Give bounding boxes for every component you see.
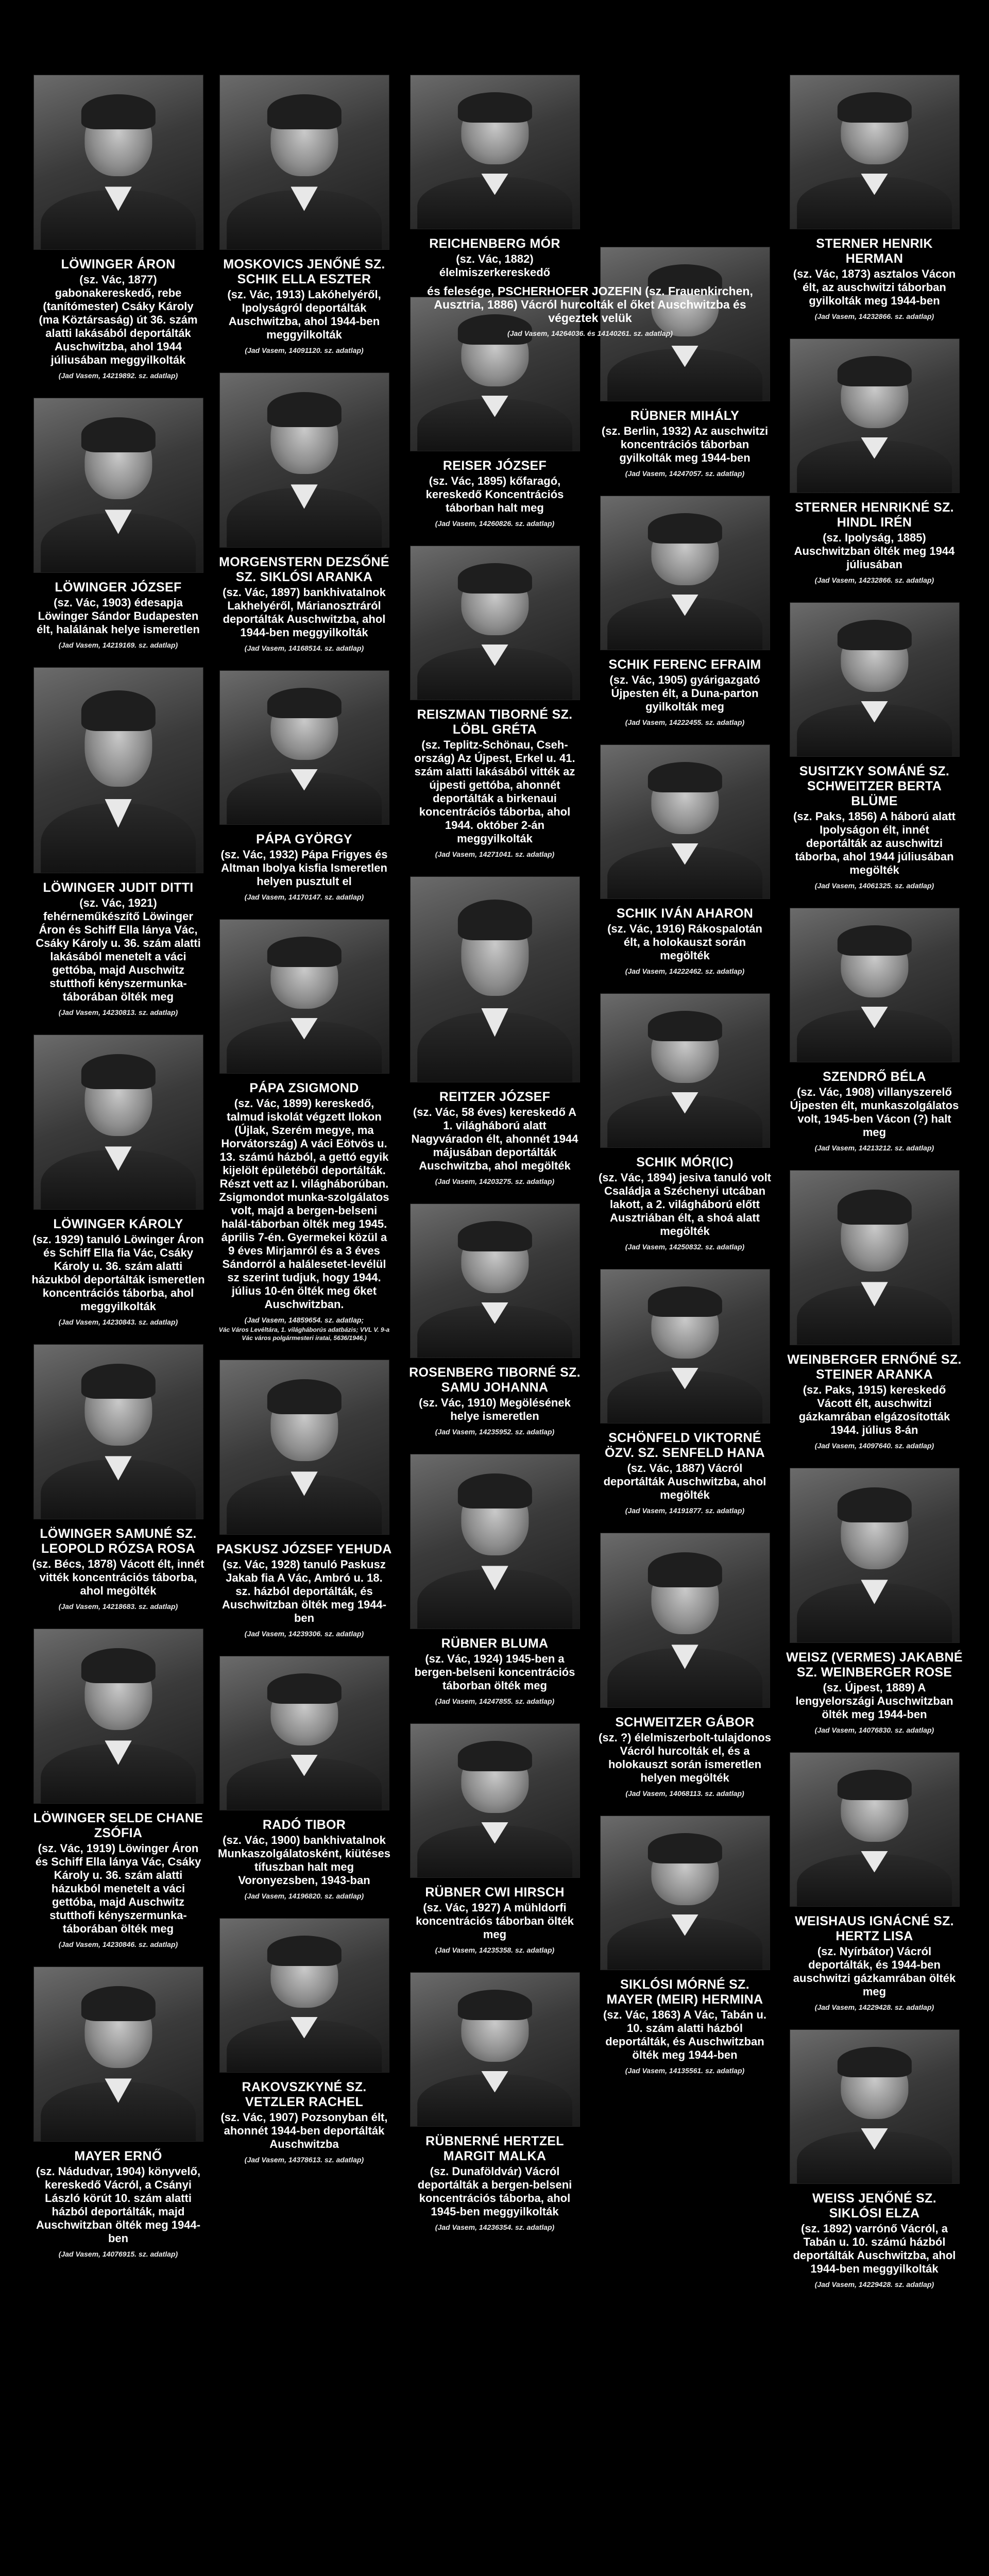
person-bio: (sz. Vác, 1908) villanyszerelő Újpesten élt, munkaszolgálatos volt, 1945-ben Vácon (?) halt meg	[790, 1086, 959, 1139]
source-note: (Jad Vasem, 14222462. sz. adatlap)	[625, 967, 745, 975]
source-note: (Jad Vasem, 14250832. sz. adatlap)	[625, 1243, 745, 1251]
portrait-photo	[600, 1816, 770, 1970]
source-note: (Jad Vasem, 14230813. sz. adatlap)	[58, 1008, 178, 1016]
person-name: SCHIK FERENC EFRAIM	[608, 657, 761, 672]
portrait-photo	[33, 398, 203, 573]
portrait-photo	[219, 1918, 389, 2073]
source-note: (Jad Vasem, 14247057. sz. adatlap)	[625, 469, 745, 478]
portrait-hair	[647, 762, 722, 793]
person-name: ROSENBERG TIBORNÉ SZ. SAMU JOHANNA	[409, 1365, 581, 1395]
person-name: LÖWINGER SELDE CHANE ZSÓFIA	[33, 1811, 203, 1840]
person-name: LÖWINGER SAMUNÉ SZ. LEOPOLD RÓZSA ROSA	[40, 1527, 197, 1556]
person-name: SZENDRŐ BÉLA	[823, 1070, 926, 1084]
person-bio: (sz. Nyírbátor) Vácról deportálták, és 1944-ben auschwitzi gázkamrában ölték meg	[793, 1945, 956, 1998]
source-note: (Jad Vasem, 14076830. sz. adatlap)	[814, 1726, 934, 1734]
portrait-hair	[81, 94, 155, 129]
person-name: WEISZ (VERMES) JAKABNÉ SZ. WEINBERGER ROSE	[786, 1650, 963, 1680]
portrait-hair	[837, 620, 911, 651]
portrait-photo	[219, 75, 389, 250]
person-name: PASKUSZ JÓZSEF YEHUDA	[216, 1542, 392, 1556]
person-name: WEISHAUS IGNÁCNÉ SZ. HERTZ LISA	[795, 1914, 954, 1943]
person-bio: (sz. Vác, 1921) fehérneműkészítő Löwinger Áron és Schiff Ella lánya Vác, Csáky Károly u. 36. szám alatti lakásából menetelt a váci gettóba, majd Auschwitz stutthofi kényszermunka-táborában ölték meg	[36, 896, 201, 1003]
source-note: (Jad Vasem, 14219892. sz. adatlap)	[58, 371, 178, 380]
person-bio: (sz. Vác, 1913) Lakóhelyéről, Ipolyságról deportálták Auschwitzba, ahol 1944-ben meggyilkolták	[227, 288, 381, 341]
person-name: PÁPA GYÖRGY	[256, 832, 352, 846]
portrait-hair	[267, 1379, 341, 1414]
person-name: SCHÖNFELD VIKTORNÉ ÖZV. SZ. SENFELD HANA	[605, 1431, 765, 1460]
memorial-card	[786, 908, 963, 1153]
portrait-hair	[457, 1741, 532, 1772]
person-name: RADÓ TIBOR	[262, 1818, 346, 1832]
person-name: STERNER HENRIK HERMAN	[816, 236, 933, 266]
person-bio: (sz. 1929) tanuló Löwinger Áron és Schiff Ella fia Vác, Csáky Károly u. 36. szám alatti házukból deportálták ismeretlen koncentrációs táborba, ahol meggyilkolták	[31, 1233, 205, 1313]
memorial-card	[29, 1967, 207, 2259]
portrait-hair	[81, 1054, 155, 1089]
couple-source: (Jad Vasem, 14264036. és 14140261. sz. adatlap)	[507, 329, 673, 337]
memorial-card	[786, 1170, 963, 1450]
person-bio: (sz. Vác, 1877) gabonakereskedő, rebe (tanítómester) Csáky Károly (ma Köztársaság) út 36. szám alatti lakásából deportálták Auschwitzba, ahol 1944 júliusában meggyilkolták	[39, 273, 198, 366]
portrait-photo	[790, 1468, 960, 1643]
memorial-card	[406, 876, 584, 1186]
person-name: LÖWINGER JÓZSEF	[55, 580, 182, 595]
portrait-hair	[81, 1648, 155, 1683]
portrait-hair	[267, 1673, 341, 1704]
source-note: (Jad Vasem, 14232866. sz. adatlap)	[814, 312, 934, 320]
person-name: REISER JÓZSEF	[442, 459, 547, 473]
memorial-card	[29, 1629, 207, 1949]
memorial-card	[406, 1972, 584, 2232]
memorial-column	[406, 75, 584, 2249]
person-bio: (sz. Ipolyság, 1885) Auschwitzban ölték meg 1944 júliusában	[794, 531, 955, 571]
portrait-hair	[457, 900, 532, 941]
source-note: (Jad Vasem, 14076915. sz. adatlap)	[58, 2250, 178, 2258]
portrait-hair	[267, 392, 341, 427]
person-bio: (sz. Vác, 1882) élelmiszerkereskedő	[439, 252, 551, 279]
person-bio: (sz. Berlin, 1932) Az auschwitzi koncentrációs táborban gyilkolták meg 1944-ben	[601, 425, 769, 464]
source-note: (Jad Vasem, 14168514. sz. adatlap)	[244, 644, 364, 652]
memorial-card	[29, 75, 207, 380]
memorial-card	[215, 1656, 393, 1901]
person-bio: (sz. Vác, 1900) bankhivatalnok Munkaszolgálatosként, kiütéses tífuszban halt meg Voronyezsben, 1943-ban	[218, 1834, 390, 1887]
portrait-photo	[33, 75, 203, 250]
source-note: (Jad Vasem, 14239306. sz. adatlap)	[244, 1630, 364, 1638]
portrait-photo	[219, 919, 389, 1074]
portrait-hair	[457, 1990, 532, 2021]
person-bio: (sz. 1892) varrónő Vácról, a Tabán u. 10. számú házból deportálták Auschwitzba, ahol 1944-ben meggyilkolták	[793, 2222, 956, 2275]
portrait-hair	[81, 690, 155, 732]
source-note: (Jad Vasem, 14229428. sz. adatlap)	[814, 2280, 934, 2289]
memorial-card	[29, 667, 207, 1017]
person-bio: (sz. Vác, 1895) kőfaragó, kereskedő Koncentrációs táborban halt meg	[425, 474, 564, 514]
person-name: RÜBNER MIHÁLY	[630, 409, 740, 423]
source-note: (Jad Vasem, 14061325. sz. adatlap)	[814, 882, 934, 890]
person-name: MAYER ERNŐ	[74, 2149, 162, 2163]
extra-source: Vác Város Levéltára, 1. világháborús adatbázis; VVL V. 9-a Vác város polgármesteri iratai, 5636/1946.)	[218, 1326, 390, 1342]
person-bio: (sz. Vác, 1910) Megölésének helye ismeretlen	[419, 1396, 571, 1422]
person-name: MORGENSTERN DEZSŐNÉ SZ. SIKLÓSI ARANKA	[219, 555, 389, 584]
source-note: (Jad Vasem, 14091120. sz. adatlap)	[245, 346, 364, 354]
portrait-hair	[647, 1286, 722, 1317]
person-bio: (sz. Vác, 58 éves) kereskedő A 1. világháború alatt Nagyváradon élt, ahonnét 1944 májusában deportálták Auschwitzba, ahol megölték	[411, 1106, 578, 1172]
person-bio: (sz. Teplitz-Schönau, Csehország) Az Újpest, Erkel u. 41. szám alatti lakásából vitték az újpesti gettóba, ahonnét deportálták a birkenaui koncentrációs táborba, ahol 1944. október 2-án meggyilkolták	[414, 738, 575, 845]
memorial-column	[29, 75, 207, 2276]
portrait-hair	[267, 94, 341, 129]
portrait-photo	[790, 1170, 960, 1345]
source-note: (Jad Vasem, 14170147. sz. adatlap)	[244, 893, 364, 901]
portrait-photo	[790, 75, 960, 229]
source-note: (Jad Vasem, 14222455. sz. adatlap)	[625, 718, 745, 726]
portrait-photo	[790, 908, 960, 1062]
person-bio: (sz. Vác, 1907) Pozsonyban élt, ahonnét 1944-ben deportálták Auschwitzba	[220, 2111, 388, 2150]
portrait-photo	[790, 2029, 960, 2184]
memorial-card	[596, 1269, 774, 1515]
portrait-photo	[410, 876, 580, 1082]
portrait-photo	[600, 744, 770, 899]
portrait-hair	[267, 1936, 341, 1967]
person-name: STERNER HENRIKNÉ SZ. HINDL IRÉN	[795, 500, 954, 530]
portrait-photo	[790, 1752, 960, 1907]
reichenberg-couple-caption	[406, 283, 774, 338]
portrait-hair	[837, 1190, 911, 1225]
source-note: (Jad Vasem, 14271041. sz. adatlap)	[435, 850, 555, 858]
person-name: SCHWEITZER GÁBOR	[615, 1715, 755, 1730]
person-name: RÜBNER CWI HIRSCH	[425, 1885, 565, 1900]
person-bio: (sz. Vác, 1919) Löwinger Áron és Schiff Ella lánya Vác, Csáky Károly u. 36. szám alatti házukból menetelt a váci gettóba, majd Auschwitz stutthofi kényszermunka-táborában ölték meg	[35, 1842, 201, 1935]
portrait-hair	[81, 1986, 155, 2021]
person-name: REICHENBERG MÓR	[429, 236, 560, 251]
portrait-hair	[267, 937, 341, 968]
person-bio: (sz. Vác, 1863) A Vác, Tabán u. 10. szám alatti házból deportálták, és Auschwitzban ölték meg 1944-ben	[603, 2008, 767, 2061]
memorial-card	[786, 2029, 963, 2289]
source-note: (Jad Vasem, 14230843. sz. adatlap)	[58, 1318, 178, 1326]
portrait-hair	[837, 1770, 911, 1801]
person-name: SUSITZKY SOMÁNÉ SZ. SCHWEITZER BERTA BLÜME	[799, 764, 950, 808]
person-bio: (sz. Bécs, 1878) Vácott élt, innét vitték koncentrációs táborba, ahol megölték	[32, 1557, 204, 1597]
person-name: SCHIK MÓR(IC)	[636, 1155, 734, 1170]
memorial-card	[215, 75, 393, 355]
memorial-card	[406, 1204, 584, 1436]
memorial-column	[596, 75, 774, 2093]
portrait-photo	[410, 1972, 580, 2127]
portrait-photo	[410, 1454, 580, 1629]
person-bio: (sz. Vác, 1894) jesiva tanuló volt Családja a Széchenyi utcában lakott, a 2. világháború előtt Ausztriában élt, a shoá alatt megölték	[598, 1171, 772, 1238]
portrait-hair	[837, 1487, 911, 1522]
person-name: LÖWINGER KÁROLY	[53, 1217, 183, 1231]
portrait-hair	[647, 1011, 722, 1042]
memorial-card	[406, 546, 584, 859]
person-bio: (sz. Vác, 1905) gyárigazgató Újpesten élt, a Duna-parton gyilkolták meg	[609, 673, 760, 713]
person-bio: (sz. Vác, 1927) A mühldorfi koncentrációs táborban ölték meg	[416, 1901, 574, 1941]
source-note: (Jad Vasem, 14097640. sz. adatlap)	[814, 1442, 934, 1450]
portrait-hair	[457, 1473, 532, 1509]
memorial-card	[215, 1360, 393, 1638]
portrait-photo	[600, 993, 770, 1148]
person-bio: (sz. Dunaföldvár) Vácról deportálták a bergen-belseni koncentrációs táborba, ahol 1945-ben meggyilkolták	[417, 2165, 572, 2218]
source-note: (Jad Vasem, 14213212. sz. adatlap)	[814, 1144, 934, 1152]
source-note: (Jad Vasem, 14191877. sz. adatlap)	[625, 1506, 745, 1515]
portrait-hair	[81, 417, 155, 452]
portrait-hair	[457, 563, 532, 594]
portrait-hair	[81, 1364, 155, 1399]
memorial-card	[596, 744, 774, 976]
person-bio: (sz. Nádudvar, 1904) könyvelő, kereskedő Vácról, a Csányi László körút 10. szám alatti házból deportálták, majd Auschwitzban ölték meg 1944-ben	[36, 2165, 201, 2245]
memorial-card	[29, 1344, 207, 1611]
portrait-photo	[410, 1204, 580, 1358]
person-bio: (sz. ?) élelmiszerbolt-tulajdonos Vácról hurcolták el, és a holokauszt során ismeretlen helyen megölték	[599, 1731, 771, 1784]
person-bio: (sz. Vác, 1924) 1945-ben a bergen-belseni koncentrációs táborban ölték meg	[414, 1652, 575, 1692]
source-note: (Jad Vasem, 14230846. sz. adatlap)	[58, 1940, 178, 1948]
memorial-card	[786, 1752, 963, 2012]
source-note: (Jad Vasem, 14260826. sz. adatlap)	[435, 519, 555, 528]
portrait-hair	[837, 2047, 911, 2078]
source-note: (Jad Vasem, 14235358. sz. adatlap)	[435, 1946, 555, 1954]
person-bio: (sz. Vác, 1932) Pápa Frigyes és Altman Ibolya kisfia Ismeretlen helyen pusztult el	[220, 848, 388, 888]
person-name: PÁPA ZSIGMOND	[249, 1081, 359, 1095]
person-name: WEISS JENŐNÉ SZ. SIKLÓSI ELZA	[812, 2191, 936, 2221]
person-name: MOSKOVICS JENŐNÉ SZ. SCHIK ELLA ESZTER	[223, 257, 385, 286]
person-bio: (sz. Újpest, 1889) A lengyelországi Auschwitzban ölték meg 1944-ben	[795, 1681, 953, 1721]
source-note: (Jad Vasem, 14235952. sz. adatlap)	[435, 1428, 555, 1436]
memorial-card	[596, 75, 774, 229]
portrait-hair	[457, 92, 532, 123]
source-note: (Jad Vasem, 14236354. sz. adatlap)	[435, 2223, 555, 2231]
portrait-photo	[600, 1269, 770, 1423]
source-note: (Jad Vasem, 14232866. sz. adatlap)	[814, 576, 934, 584]
source-note: (Jad Vasem, 14219169. sz. adatlap)	[58, 641, 178, 649]
portrait-photo	[33, 1967, 203, 2142]
person-name: SCHIK IVÁN AHARON	[616, 906, 754, 921]
person-name: REITZER JÓZSEF	[439, 1090, 551, 1104]
portrait-photo	[790, 602, 960, 757]
portrait-photo	[33, 667, 203, 873]
source-note: (Jad Vasem, 14135561. sz. adatlap)	[625, 2066, 745, 2075]
portrait-photo	[33, 1035, 203, 1210]
memorial-card	[215, 1918, 393, 2164]
portrait-hair	[837, 925, 911, 956]
portrait-photo	[33, 1344, 203, 1519]
memorial-card	[786, 602, 963, 890]
portrait-hair	[837, 92, 911, 123]
person-name: WEINBERGER ERNŐNÉ SZ. STEINER ARANKA	[787, 1352, 962, 1382]
person-bio: (sz. Paks, 1856) A háború alatt Ipolyságon élt, innét deportálták az auschwitzi táborba, ahol 1944 júliusában megölték	[793, 810, 956, 876]
source-note: (Jad Vasem, 14229428. sz. adatlap)	[814, 2003, 934, 2011]
person-name: RÜBNERNÉ HERTZEL MARGIT MALKA	[425, 2134, 564, 2163]
memorial-card	[406, 75, 584, 279]
person-bio: (sz. Vác, 1887) Vácról deportálták Auschwitzba, ahol megölték	[603, 1462, 766, 1501]
portrait-hair	[837, 356, 911, 387]
portrait-photo	[410, 1723, 580, 1878]
person-bio: (sz. Vác, 1903) édesapja Löwinger Sándor Budapesten élt, halálának helye ismeretlen	[37, 596, 200, 636]
portrait-photo	[33, 1629, 203, 1804]
person-bio: (sz. Vác, 1916) Rákospalotán élt, a holokauszt során megölték	[607, 922, 762, 962]
person-name: SIKLÓSI MÓRNÉ SZ. MAYER (MEIR) HERMINA	[606, 1977, 763, 2007]
portrait-hair	[457, 1221, 532, 1252]
portrait-photo	[219, 372, 389, 548]
memorial-card	[596, 1533, 774, 1798]
portrait-hair	[647, 1833, 722, 1864]
memorial-card	[215, 372, 393, 653]
memorial-card	[215, 670, 393, 902]
memorial-card	[406, 1723, 584, 1955]
memorial-card	[596, 993, 774, 1251]
person-bio: (sz. Vác, 1873) asztalos Vácon élt, az auschwitzi táborban gyilkolták meg 1944-ben	[793, 267, 956, 307]
memorial-card	[596, 1816, 774, 2075]
memorial-card	[406, 1454, 584, 1706]
memorial-card	[29, 1035, 207, 1327]
memorial-card	[29, 398, 207, 650]
memorial-card	[786, 338, 963, 585]
memorial-column	[786, 75, 963, 2307]
person-bio: (sz. Vác, 1928) tanuló Paskusz Jakab fia A Vác, Ambró u. 18. sz. házból deportálták, és Auschwitzban ölték meg 1944-ben	[221, 1558, 387, 1624]
portrait-photo	[600, 1533, 770, 1708]
source-note: (Jad Vasem, 14068113. sz. adatlap)	[625, 1789, 744, 1798]
source-note: (Jad Vasem, 14203275. sz. adatlap)	[435, 1177, 555, 1185]
source-note: (Jad Vasem, 14247855. sz. adatlap)	[435, 1697, 555, 1705]
person-bio: (sz. Vác, 1899) kereskedő, talmud iskolát végzett Ilokon (Újlak, Szerém megye, ma Horvátország) A váci Eötvös u. 13. számú házból, a gettó egyik kijelölt épületéből deportálták. Részt vett az I. világháborúban. Zsigmondot munka-szolgálatos volt, majd a bergen-belseni halál-táborban ölték meg 1945. április 7-én. Gyermekei közül a 9 éves Mirjamról és a 3 éves Sándorról a halálesetet-levélül sz szerint tudjuk, hogy 1944. július 10-én ölték meg őket Auschwitzban.	[219, 1097, 389, 1311]
portrait-hair	[647, 513, 722, 544]
portrait-hair	[267, 688, 341, 719]
couple-bio: és felesége, PSCHERHOFER JOZEFIN (sz. Frauenkirchen, Ausztria, 1886) Vácról hurcolták el őket Auschwitzba és végeztek velük	[427, 284, 753, 325]
memorial-card	[215, 919, 393, 1342]
person-name: RAKOVSZKYNÉ SZ. VETZLER RACHEL	[242, 2080, 367, 2109]
source-note: (Jad Vasem, 14196820. sz. adatlap)	[244, 1892, 364, 1900]
memorial-column	[215, 75, 393, 2182]
person-name: RÜBNER BLUMA	[441, 1636, 549, 1651]
memorial-card	[596, 496, 774, 727]
portrait-hair	[647, 1552, 722, 1587]
memorial-card	[786, 1468, 963, 1735]
portrait-photo	[790, 338, 960, 493]
portrait-photo	[219, 670, 389, 825]
memorial-card	[596, 247, 774, 478]
source-note: (Jad Vasem, 14859654. sz. adatlap;	[244, 1316, 364, 1324]
portrait-photo	[219, 1360, 389, 1535]
person-bio: (sz. Paks, 1915) kereskedő Vácott élt, auschwitzi gázkamrában elgázosították 1944. július 8-án	[798, 1383, 950, 1436]
portrait-photo	[219, 1656, 389, 1810]
source-note: (Jad Vasem, 14378613. sz. adatlap)	[244, 2156, 364, 2164]
person-name: LÖWINGER JUDIT DITTI	[43, 880, 194, 895]
portrait-photo	[410, 75, 580, 229]
person-name: LÖWINGER ÁRON	[61, 257, 176, 272]
person-bio: (sz. Vác, 1897) bankhivatalnok Lakhelyéről, Márianosztráról deportálták Auschwitzba, ahol 1944-ben meggyilkolták	[223, 586, 386, 639]
person-name: REISZMAN TIBORNÉ SZ. LÖBL GRÉTA	[417, 707, 573, 737]
source-note: (Jad Vasem, 14218683. sz. adatlap)	[58, 1602, 178, 1611]
portrait-photo	[410, 546, 580, 700]
portrait-photo	[600, 496, 770, 650]
memorial-card	[786, 75, 963, 321]
